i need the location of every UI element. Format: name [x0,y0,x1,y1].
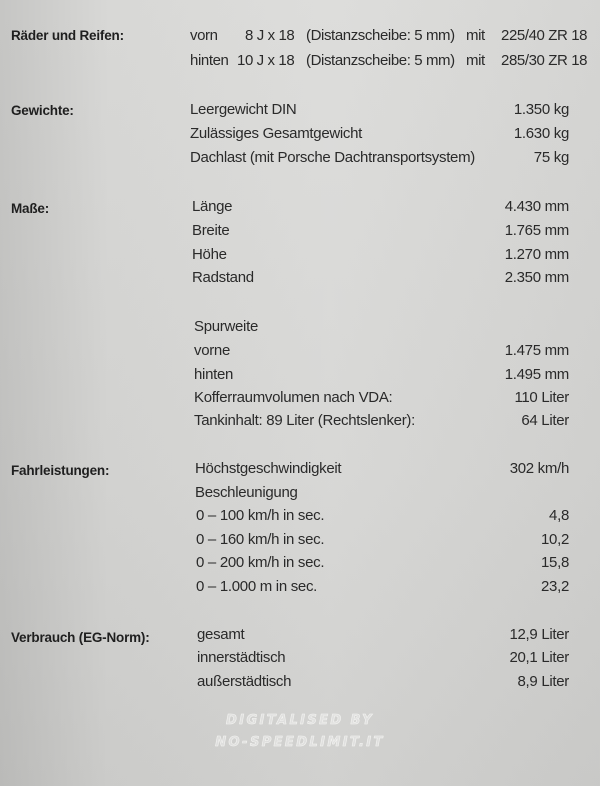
section-label-raeder: Räder und Reifen: [11,28,124,43]
spec-value: 1.630 kg [513,125,569,142]
spec-label: 0 – 200 km/h in sec. [196,554,325,571]
spec-value: 1.350 kg [513,101,569,118]
spec-value: 64 Liter [521,412,569,429]
spec-value: 15,8 [541,554,569,571]
verbrauch-row [0,649,600,671]
spec-label: außerstädtisch [197,673,292,690]
masse-row [0,198,600,220]
spec-value: 2.350 mm [504,269,569,286]
spec-value: 110 Liter [514,389,569,406]
masse-row [0,318,600,340]
spec-value: 12,9 Liter [509,626,569,643]
spec-label: Dachlast (mit Porsche Dachtransportsystem) [190,149,475,166]
wheel-tire-size: 225/40 ZR 18 [501,27,588,44]
fahrleistungen-row [0,531,600,553]
watermark-line-2: NO-SPEEDLIMIT.IT [215,735,385,750]
fahrleistungen-row [0,578,600,600]
wheel-rim-size: 8 J x 18 [245,27,295,44]
spec-value: 1.765 mm [504,222,569,239]
spec-value: 1.270 mm [504,246,569,263]
section-label-verbrauch: Verbrauch (EG-Norm): [11,630,150,645]
spec-value: 8,9 Liter [517,673,569,690]
spec-label: innerstädtisch [197,649,286,666]
spec-label: 0 – 100 km/h in sec. [196,507,325,524]
spec-label: vorne [194,342,231,359]
spec-label: Spurweite [194,318,259,335]
spec-label: 0 – 1.000 m in sec. [196,578,318,595]
wheel-position: hinten [190,52,229,69]
spec-label: Breite [192,222,230,239]
section-label-masse: Maße: [11,201,50,216]
masse-row [0,366,600,388]
spec-value: 20,1 Liter [509,649,569,666]
spec-label: Radstand [192,269,254,286]
spec-label: Länge [192,198,233,215]
spec-label: hinten [194,366,234,383]
masse-row [0,389,600,411]
masse-row [0,342,600,364]
verbrauch-row [0,626,600,648]
spec-label: Beschleunigung [195,484,298,501]
spec-value: 4.430 mm [504,198,569,215]
gewichte-row [0,149,600,171]
fahrleistungen-row [0,554,600,576]
masse-row [0,222,600,244]
wheel-mit: mit [466,27,485,44]
masse-row [0,412,600,434]
wheel-mit: mit [466,52,485,69]
spec-value: 75 kg [533,149,569,166]
spec-label: 0 – 160 km/h in sec. [196,531,325,548]
verbrauch-row [0,673,600,695]
gewichte-row [0,125,600,147]
wheel-spacer: (Distanzscheibe: 5 mm) [306,52,455,69]
masse-row [0,246,600,268]
spec-value: 4,8 [549,507,569,524]
spec-label: gesamt [197,626,245,643]
spec-label: Höhe [192,246,227,263]
spec-value: 1.495 mm [504,366,569,383]
gewichte-row [0,101,600,123]
section-label-gewichte: Gewichte: [11,103,74,118]
spec-label: Leergewicht DIN [190,101,297,118]
watermark-line-1: DIGITALISED BY [226,713,374,728]
fahrleistungen-row [0,460,600,482]
wheel-tire-size: 285/30 ZR 18 [501,52,588,69]
wheel-rim-size: 10 J x 18 [237,52,295,69]
spec-value: 23,2 [541,578,569,595]
spec-value: 10,2 [541,531,569,548]
fahrleistungen-row [0,507,600,529]
wheel-spacer: (Distanzscheibe: 5 mm) [306,27,455,44]
spec-value: 302 km/h [509,460,569,477]
spec-value: 1.475 mm [504,342,569,359]
fahrleistungen-row [0,484,600,506]
spec-label: Höchstgeschwindigkeit [195,460,342,477]
section-label-fahrleistungen: Fahrleistungen: [11,463,110,478]
wheel-position: vorn [190,27,218,44]
masse-row [0,269,600,291]
spec-label: Kofferraumvolumen nach VDA: [194,389,393,406]
spec-label: Zulässiges Gesamtgewicht [190,125,363,142]
spec-label: Tankinhalt: 89 Liter (Rechtslenker): [194,412,415,429]
